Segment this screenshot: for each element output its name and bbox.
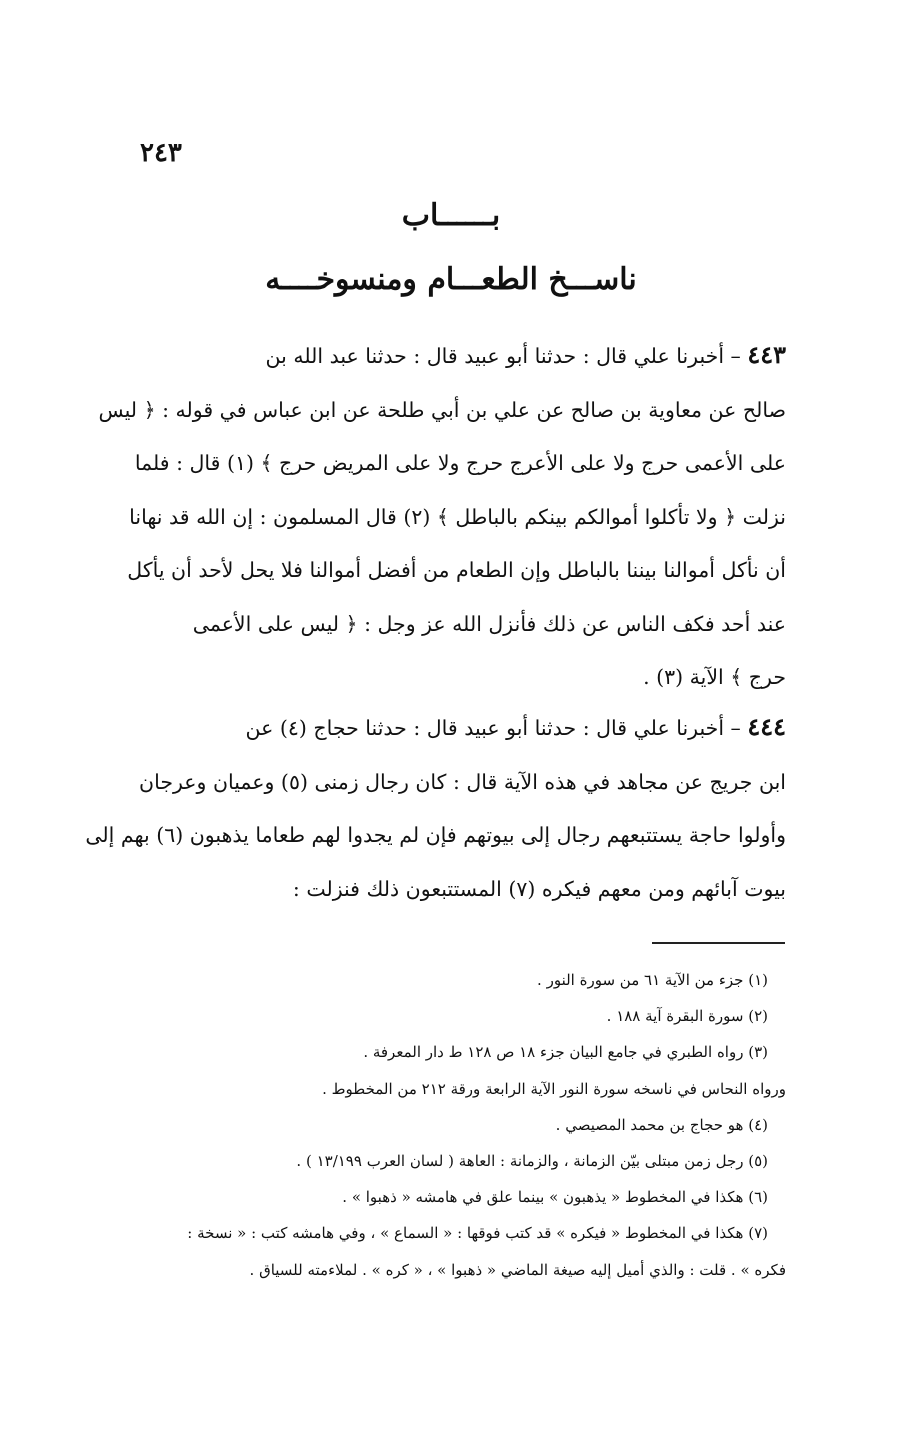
paragraph-line: أن نأكل أموالنا بيننا بالباطل وإن الطعام من أفضل أموالنا فلا يحل لأحد أن يأكل	[127, 558, 786, 582]
paragraph-line: عند أحد فكف الناس عن ذلك فأنزل الله عز وجل : ﴿ ليس على الأعمى	[192, 611, 786, 636]
footnote: فكره » . قلت : والذي أميل إليه صيغة الماضي « ذهبوا » ، « كره » . لملاءمته للسياق .	[249, 1260, 786, 1279]
paragraph-line	[118, 328, 786, 384]
footnote: (٢) سورة البقرة آية ١٨٨ .	[606, 1007, 768, 1026]
footnote: (٤) هو حجاج بن محمد المصيصي .	[555, 1115, 768, 1134]
footnote: ورواه النحاس في ناسخه سورة النور الآية الرابعة ورقة ٢١٢ من المخطوط .	[322, 1079, 786, 1098]
footnote: (٣) رواه الطبري في جامع البيان جزء ١٨ ص ١٢٨ ط دار المعرفة .	[363, 1043, 768, 1062]
paragraph-line: على الأعمى حرج ولا على الأعرج حرج ولا على المريض حرج ﴾ (١) قال : فلما	[134, 451, 786, 475]
page-number: ٢٤٣	[140, 138, 182, 168]
footnote: (٧) هكذا في المخطوط « فيكره » قد كتب فوقها : « السماع » ، وفي هامشه كتب : « نسخة :	[187, 1224, 768, 1243]
footnote: (٥) رجل زمن مبتلى بيّن الزمانة ، والزمانة : العاهة ( لسان العرب ١٣/١٩٩ ) .	[296, 1152, 768, 1171]
section-title: ناســـخ الطعـــام ومنسوخــــه	[265, 262, 637, 297]
paragraph-line	[118, 700, 786, 756]
paragraph-line: حرج ﴾ الآية (٣) .	[643, 665, 786, 689]
paragraph-line-text: – أخبرنا علي قال : حدثنا أبو عبيد قال : حدثنا عبد الله بن	[265, 344, 741, 368]
hadith-paragraph-443	[98, 328, 786, 705]
hadith-number: ٤٤٤	[747, 712, 786, 741]
paragraph-line-text: – أخبرنا علي قال : حدثنا أبو عبيد قال : حدثنا حجاج (٤) عن	[245, 716, 741, 740]
hadith-paragraph-444	[85, 700, 786, 916]
paragraph-line: بيوت آبائهم ومن معهم فيكره (٧) المستتبعون ذلك فنزلت :	[292, 876, 786, 901]
footnote: (٦) هكذا في المخطوط « يذهبون » بينما علق في هامشه « ذهبوا » .	[342, 1188, 768, 1207]
chapter-heading: بــــــاب	[401, 198, 501, 233]
paragraph-line: ابن جريج عن مجاهد في هذه الآية قال : كان رجال زمنى (٥) وعميان وعرجان	[139, 769, 786, 794]
footnote-separator	[652, 942, 785, 944]
footnotes	[130, 962, 786, 1288]
footnote: (١) جزء من الآية ٦١ من سورة النور .	[537, 971, 768, 989]
paragraph-line: وأولوا حاجة يستتبعهم رجال إلى بيوتهم فإن لم يجدوا لهم طعاما يذهبون (٦) بهم إلى	[85, 823, 786, 847]
paragraph-line: صالح عن معاوية بن صالح عن علي بن أبي طلحة عن ابن عباس في قوله : ﴿ ليس	[98, 397, 786, 422]
hadith-number: ٤٤٣	[747, 340, 786, 369]
paragraph-line: نزلت ﴿ ولا تأكلوا أموالكم بينكم بالباطل ﴾ (٢) قال المسلمون : إن الله قد نهانا	[129, 504, 786, 529]
